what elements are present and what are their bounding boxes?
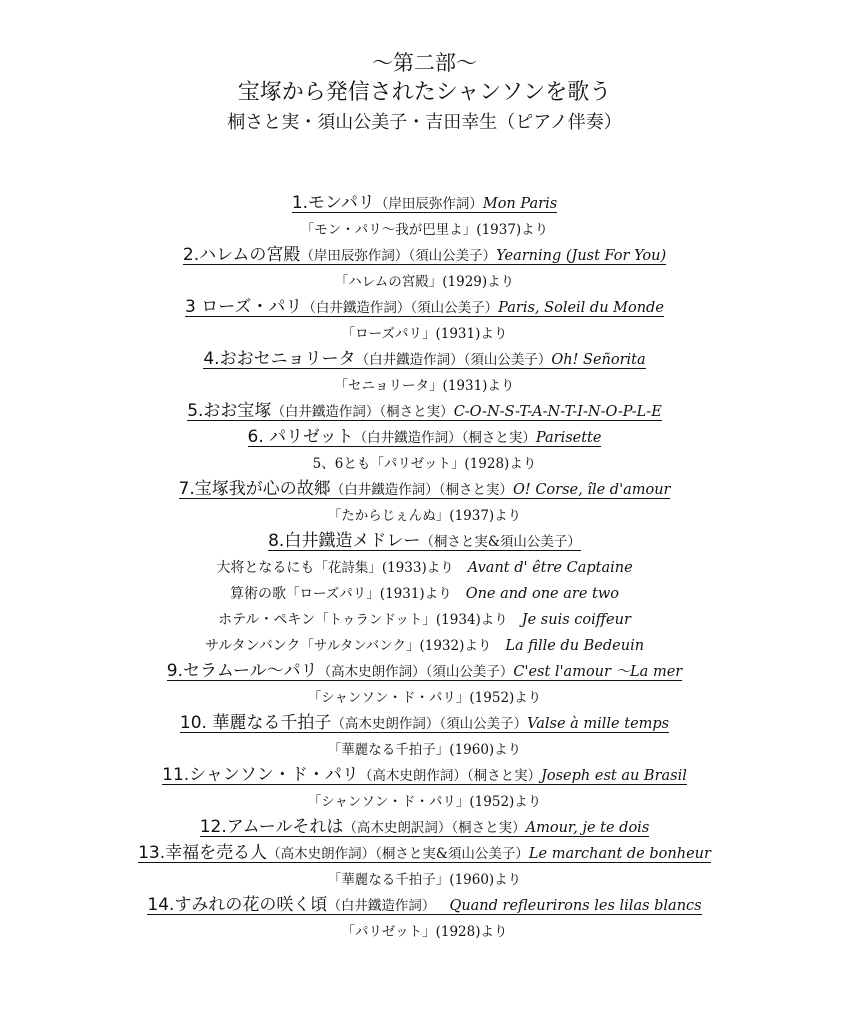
part-heading: ～第二部～ [372, 51, 477, 75]
song-source: 「ハレムの宮殿」(1929)より [334, 274, 515, 290]
song-title: 1.モンパリ [291, 193, 375, 213]
song-original-title: Valse à mille temps [527, 716, 670, 732]
medley-item-2 [0, 580, 849, 606]
song-title: 12.アムールそれは [199, 817, 344, 837]
program-item-11 [0, 762, 849, 788]
song-original-title: Paris, Soleil du Monde [498, 300, 664, 316]
program-item-13 [0, 840, 849, 866]
program-item-11-source [0, 788, 849, 814]
medley-song-source: 「花詩集」(1933)より [314, 560, 454, 576]
program-item-14-source [0, 918, 849, 944]
song-credits: （高木史朗作詞）（桐さと実） [358, 768, 542, 784]
song-source: 「ローズパリ」(1931)より [341, 326, 508, 342]
song-original-title: Mon Paris [482, 196, 558, 212]
program-item-9-source [0, 684, 849, 710]
song-source: 5、6とも「パリゼット」(1928)より [312, 456, 537, 472]
song-title: 6. パリゼット [247, 427, 354, 447]
program-item-12 [0, 814, 849, 840]
program-item-9 [0, 658, 849, 684]
song-credits: （高木史朗訳詞）（桐さと実） [343, 820, 526, 836]
song-credits: （高木史朗作詞）（桐さと実&須山公美子） [267, 846, 529, 862]
program-item-5 [0, 398, 849, 424]
theme-heading: 宝塚から発信されたシャンソンを歌う [237, 80, 612, 105]
program-item-3 [0, 294, 849, 320]
song-title: 4.おおセニョリータ [203, 349, 356, 369]
medley-song-title: サルタンバンク [204, 638, 301, 654]
program-item-10-source [0, 736, 849, 762]
song-original-title: Joseph est au Brasil [541, 768, 687, 784]
program-item-6 [0, 424, 849, 450]
program-item-14 [0, 892, 849, 918]
song-original-title: Oh! Señorita [551, 352, 646, 368]
song-credits: （高木史朗作詞）（須山公美子） [331, 716, 528, 732]
song-source: 「パリゼット」(1928)より [341, 924, 508, 940]
program-header [0, 48, 849, 138]
song-title: 14.すみれの花の咲く頃 [147, 895, 328, 915]
medley-song-original-title: La fille du Bedeuin [505, 638, 645, 654]
medley-item-1 [0, 554, 849, 580]
song-credits: （高木史朗作詞）（須山公美子） [317, 664, 514, 680]
program-item-1 [0, 190, 849, 216]
medley-song-title: 大将となるにも [216, 560, 315, 576]
song-source: 「シャンソン・ド・パリ」(1952)より [307, 690, 542, 706]
song-source: 「シャンソン・ド・パリ」(1952)より [307, 794, 542, 810]
song-credits: （桐さと実&須山公美子） [420, 534, 581, 550]
song-credits: （白井鐵造作詞）（桐さと実） [330, 482, 514, 498]
program-item-10 [0, 710, 849, 736]
program-item-8 [0, 528, 849, 554]
medley-song-original-title: Avant d' être Captaine [467, 560, 633, 576]
program-item-2-source [0, 268, 849, 294]
program-item-3-source [0, 320, 849, 346]
medley-item-4 [0, 632, 849, 658]
song-title: 13.幸福を売る人 [138, 843, 268, 863]
song-credits: （白井鐵造作詞）（須山公美子） [302, 300, 499, 316]
song-credits: （白井鐵造作詞）（桐さと実） [353, 430, 536, 446]
song-title: 10. 華麗なる千拍子 [179, 713, 332, 733]
song-title: 7.宝塚我が心の故郷 [178, 479, 331, 499]
song-title: 11.シャンソン・ド・パリ [162, 765, 359, 785]
song-original-title: Yearning (Just For You) [496, 248, 667, 264]
song-source: 「華麗なる千拍子」(1960)より [327, 872, 522, 888]
medley-song-source: 「ローズパリ」(1931)より [285, 586, 452, 602]
medley-song-original-title: Je suis coiffeur [521, 612, 631, 628]
song-original-title: Parisette [535, 430, 602, 446]
medley-song-title: 算術の歌 [229, 586, 286, 602]
medley-song-title: ホテル・ペキン [218, 612, 316, 628]
medley-song-source: 「サルタンバンク」(1932)より [300, 638, 492, 654]
song-title: 8.白井鐵造メドレー [268, 531, 421, 551]
program-item-4-source [0, 372, 849, 398]
song-title: 3 ローズ・パリ [185, 297, 303, 317]
song-original-title: C-O-N-S-T-A-N-T-I-N-O-P-L-E [453, 404, 662, 420]
song-credits: （白井鐵造作詞）（桐さと実） [271, 404, 454, 420]
song-credits: （白井鐵造作詞） [327, 898, 436, 914]
song-title: 2.ハレムの宮殿 [182, 245, 301, 265]
program-list [0, 190, 849, 944]
program-item-4 [0, 346, 849, 372]
song-original-title: C'est l'amour ～La mer [513, 664, 683, 680]
program-item-2 [0, 242, 849, 268]
song-credits: （岸田辰弥作詞）（須山公美子） [300, 248, 497, 264]
song-original-title: Quand refleurirons les lilas blancs [449, 898, 702, 914]
program-item-1-source [0, 216, 849, 242]
song-source: 「セニョリータ」(1931)より [334, 378, 515, 394]
song-source: 「華麗なる千拍子」(1960)より [327, 742, 522, 758]
program-item-7-source [0, 502, 849, 528]
song-source: 「モン・パリ～我が巴里よ」(1937)より [300, 222, 549, 238]
song-original-title: O! Corse, île d'amour [513, 482, 671, 498]
song-credits: （岸田辰弥作詞） [374, 196, 483, 212]
medley-song-source: 「トゥランドット」(1934)より [315, 612, 508, 628]
program-item-13-source [0, 866, 849, 892]
medley-song-original-title: One and one are two [465, 586, 619, 602]
song-original-title: Amour, je te dois [525, 820, 650, 836]
program-item-7 [0, 476, 849, 502]
song-title: 9.セラムール～パリ [166, 661, 318, 681]
song-credits: （白井鐵造作詞）（須山公美子） [355, 352, 552, 368]
song-title: 5.おお宝塚 [187, 401, 272, 421]
performers-heading: 桐さと実・須山公美子・吉田幸生（ピアノ伴奏） [227, 112, 622, 133]
song-original-title: Le marchant de bonheur [528, 846, 711, 862]
song-source: 「たからじぇんぬ」(1937)より [327, 508, 522, 524]
program-item-6-source [0, 450, 849, 476]
medley-item-3 [0, 606, 849, 632]
